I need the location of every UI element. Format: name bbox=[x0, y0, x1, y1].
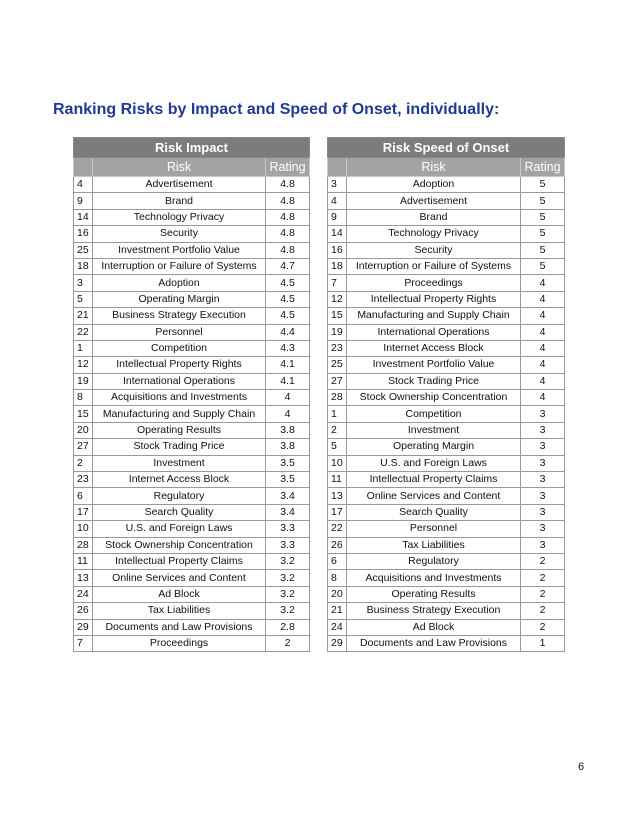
risk-rating: 4 bbox=[521, 324, 565, 340]
risk-number: 22 bbox=[328, 521, 347, 537]
table-row bbox=[328, 422, 565, 438]
risk-name: Online Services and Content bbox=[93, 570, 266, 586]
risk-name: Acquisitions and Investments bbox=[347, 570, 521, 586]
risk-name: Ad Block bbox=[93, 586, 266, 602]
risk-number: 8 bbox=[74, 390, 93, 406]
risk-rating: 4 bbox=[521, 308, 565, 324]
risk-number: 28 bbox=[74, 537, 93, 553]
risk-name: Investment Portfolio Value bbox=[347, 357, 521, 373]
risk-number: 3 bbox=[328, 177, 347, 193]
table-row bbox=[328, 291, 565, 307]
risk-rating: 4 bbox=[521, 291, 565, 307]
risk-rating: 4.5 bbox=[266, 275, 310, 291]
risk-number: 9 bbox=[74, 193, 93, 209]
table-row bbox=[328, 603, 565, 619]
page-number: 6 bbox=[578, 761, 585, 773]
risk-number: 21 bbox=[328, 603, 347, 619]
risk-name: Stock Ownership Concentration bbox=[347, 390, 521, 406]
risk-rating: 4.5 bbox=[266, 291, 310, 307]
table-row bbox=[74, 291, 310, 307]
risk-number: 19 bbox=[328, 324, 347, 340]
risk-number: 19 bbox=[74, 373, 93, 389]
risk-number: 8 bbox=[328, 570, 347, 586]
risk-rating: 2 bbox=[521, 619, 565, 635]
risk-number: 4 bbox=[328, 193, 347, 209]
table-row bbox=[74, 635, 310, 651]
table-row bbox=[74, 209, 310, 225]
risk-number: 10 bbox=[328, 455, 347, 471]
risk-number: 23 bbox=[74, 472, 93, 488]
risk-rating: 4.8 bbox=[266, 193, 310, 209]
risk-number: 21 bbox=[74, 308, 93, 324]
risk-name: Internet Access Block bbox=[93, 472, 266, 488]
risk-number: 7 bbox=[74, 635, 93, 651]
table-row bbox=[74, 193, 310, 209]
risk-number: 14 bbox=[328, 226, 347, 242]
risk-rating: 4 bbox=[521, 390, 565, 406]
risk-rating: 3.2 bbox=[266, 553, 310, 569]
table-row bbox=[328, 537, 565, 553]
column-header-number bbox=[74, 158, 93, 177]
table-row bbox=[328, 242, 565, 258]
risk-number: 22 bbox=[74, 324, 93, 340]
table-row bbox=[74, 603, 310, 619]
risk-number: 28 bbox=[328, 390, 347, 406]
risk-name: Acquisitions and Investments bbox=[93, 390, 266, 406]
table-row bbox=[328, 209, 565, 225]
risk-name: Security bbox=[347, 242, 521, 258]
risk-number: 26 bbox=[74, 603, 93, 619]
risk-rating: 4.8 bbox=[266, 242, 310, 258]
risk-name: Investment bbox=[347, 422, 521, 438]
risk-name: Investment Portfolio Value bbox=[93, 242, 266, 258]
table-row bbox=[74, 226, 310, 242]
risk-rating: 3.2 bbox=[266, 586, 310, 602]
risk-name: Search Quality bbox=[93, 504, 266, 520]
risk-rating: 2 bbox=[266, 635, 310, 651]
risk-name: International Operations bbox=[347, 324, 521, 340]
risk-rating: 3 bbox=[521, 439, 565, 455]
risk-number: 18 bbox=[74, 258, 93, 274]
risk-name: Tax Liabilities bbox=[347, 537, 521, 553]
risk-name: International Operations bbox=[93, 373, 266, 389]
risk-name: Competition bbox=[93, 340, 266, 356]
risk-name: Intellectual Property Rights bbox=[93, 357, 266, 373]
risk-rating: 4 bbox=[266, 406, 310, 422]
risk-rating: 5 bbox=[521, 242, 565, 258]
risk-name: Intellectual Property Claims bbox=[347, 472, 521, 488]
table-row bbox=[328, 439, 565, 455]
risk-name: Stock Trading Price bbox=[347, 373, 521, 389]
risk-number: 11 bbox=[328, 472, 347, 488]
risk-name: Personnel bbox=[93, 324, 266, 340]
risk-number: 4 bbox=[74, 177, 93, 193]
risk-name: Operating Results bbox=[347, 586, 521, 602]
risk-name: Operating Margin bbox=[347, 439, 521, 455]
risk-name: Investment bbox=[93, 455, 266, 471]
risk-rating: 5 bbox=[521, 258, 565, 274]
table-row bbox=[328, 340, 565, 356]
risk-name: Documents and Law Provisions bbox=[347, 635, 521, 651]
risk-impact-table bbox=[73, 137, 310, 652]
risk-number: 9 bbox=[328, 209, 347, 225]
table-row bbox=[328, 455, 565, 471]
risk-rating: 3.4 bbox=[266, 504, 310, 520]
risk-number: 17 bbox=[74, 504, 93, 520]
table-row bbox=[74, 455, 310, 471]
risk-name: Business Strategy Execution bbox=[347, 603, 521, 619]
risk-name: Personnel bbox=[347, 521, 521, 537]
table-row bbox=[328, 570, 565, 586]
risk-rating: 4.5 bbox=[266, 308, 310, 324]
risk-name: Search Quality bbox=[347, 504, 521, 520]
risk-rating: 4.8 bbox=[266, 177, 310, 193]
table-row bbox=[74, 504, 310, 520]
risk-number: 12 bbox=[74, 357, 93, 373]
table-row bbox=[74, 340, 310, 356]
table-row bbox=[74, 521, 310, 537]
risk-name: Regulatory bbox=[347, 553, 521, 569]
risk-rating: 5 bbox=[521, 209, 565, 225]
risk-name: Intellectual Property Claims bbox=[93, 553, 266, 569]
risk-number: 13 bbox=[328, 488, 347, 504]
risk-name: Stock Ownership Concentration bbox=[93, 537, 266, 553]
risk-name: Online Services and Content bbox=[347, 488, 521, 504]
risk-number: 6 bbox=[74, 488, 93, 504]
column-header-risk: Risk bbox=[347, 158, 521, 177]
table-row bbox=[74, 553, 310, 569]
table-row bbox=[74, 586, 310, 602]
risk-number: 23 bbox=[328, 340, 347, 356]
risk-rating: 4 bbox=[521, 357, 565, 373]
table-row bbox=[74, 570, 310, 586]
risk-name: Proceedings bbox=[347, 275, 521, 291]
risk-rating: 4.8 bbox=[266, 209, 310, 225]
table-row bbox=[74, 472, 310, 488]
table-row bbox=[328, 553, 565, 569]
risk-rating: 3.5 bbox=[266, 472, 310, 488]
risk-rating: 3.8 bbox=[266, 422, 310, 438]
table-row bbox=[74, 619, 310, 635]
risk-name: Technology Privacy bbox=[347, 226, 521, 242]
table-row bbox=[74, 488, 310, 504]
risk-number: 15 bbox=[328, 308, 347, 324]
risk-number: 27 bbox=[328, 373, 347, 389]
risk-name: Proceedings bbox=[93, 635, 266, 651]
risk-rating: 4.1 bbox=[266, 357, 310, 373]
risk-rating: 2 bbox=[521, 570, 565, 586]
risk-number: 16 bbox=[74, 226, 93, 242]
risk-name: Technology Privacy bbox=[93, 209, 266, 225]
risk-rating: 3 bbox=[521, 455, 565, 471]
table-row bbox=[328, 275, 565, 291]
risk-number: 15 bbox=[74, 406, 93, 422]
page-title: Ranking Risks by Impact and Speed of Onset, individually: bbox=[53, 101, 500, 118]
risk-number: 17 bbox=[328, 504, 347, 520]
risk-rating: 5 bbox=[521, 177, 565, 193]
risk-name: Regulatory bbox=[93, 488, 266, 504]
risk-number: 1 bbox=[328, 406, 347, 422]
table-row bbox=[74, 406, 310, 422]
risk-rating: 4 bbox=[521, 340, 565, 356]
risk-number: 24 bbox=[74, 586, 93, 602]
table-row bbox=[328, 504, 565, 520]
column-header-risk: Risk bbox=[93, 158, 266, 177]
table-row bbox=[74, 357, 310, 373]
table-row bbox=[74, 422, 310, 438]
risk-rating: 4.4 bbox=[266, 324, 310, 340]
risk-name: Manufacturing and Supply Chain bbox=[347, 308, 521, 324]
risk-number: 26 bbox=[328, 537, 347, 553]
table-row bbox=[74, 177, 310, 193]
risk-name: Stock Trading Price bbox=[93, 439, 266, 455]
risk-number: 11 bbox=[74, 553, 93, 569]
table-row bbox=[328, 177, 565, 193]
table-row bbox=[74, 390, 310, 406]
risk-number: 3 bbox=[74, 275, 93, 291]
risk-rating: 5 bbox=[521, 193, 565, 209]
risk-name: Competition bbox=[347, 406, 521, 422]
table-row bbox=[328, 390, 565, 406]
risk-rating: 3 bbox=[521, 537, 565, 553]
risk-name: Brand bbox=[93, 193, 266, 209]
table-caption: Risk Impact bbox=[74, 138, 310, 158]
risk-rating: 3.2 bbox=[266, 603, 310, 619]
risk-rating: 2 bbox=[521, 586, 565, 602]
risk-number: 12 bbox=[328, 291, 347, 307]
risk-rating: 1 bbox=[521, 635, 565, 651]
risk-rating: 3.3 bbox=[266, 537, 310, 553]
table-row bbox=[74, 324, 310, 340]
table-row bbox=[328, 357, 565, 373]
risk-number: 24 bbox=[328, 619, 347, 635]
risk-rating: 4 bbox=[521, 373, 565, 389]
risk-number: 27 bbox=[74, 439, 93, 455]
table-caption: Risk Speed of Onset bbox=[328, 138, 565, 158]
risk-rating: 4 bbox=[521, 275, 565, 291]
risk-name: Operating Margin bbox=[93, 291, 266, 307]
risk-name: Manufacturing and Supply Chain bbox=[93, 406, 266, 422]
table-row bbox=[328, 472, 565, 488]
column-header-number bbox=[328, 158, 347, 177]
risk-name: Intellectual Property Rights bbox=[347, 291, 521, 307]
risk-name: Adoption bbox=[93, 275, 266, 291]
table-row bbox=[328, 258, 565, 274]
risk-rating: 3.3 bbox=[266, 521, 310, 537]
table-row bbox=[74, 242, 310, 258]
risk-rating: 3 bbox=[521, 472, 565, 488]
table-row bbox=[74, 439, 310, 455]
risk-number: 1 bbox=[74, 340, 93, 356]
risk-number: 14 bbox=[74, 209, 93, 225]
table-row bbox=[328, 226, 565, 242]
risk-rating: 3 bbox=[521, 406, 565, 422]
risk-name: U.S. and Foreign Laws bbox=[93, 521, 266, 537]
risk-number: 20 bbox=[74, 422, 93, 438]
risk-rating: 3.8 bbox=[266, 439, 310, 455]
table-row bbox=[328, 308, 565, 324]
risk-rating: 2 bbox=[521, 553, 565, 569]
risk-rating: 3 bbox=[521, 521, 565, 537]
risk-name: U.S. and Foreign Laws bbox=[347, 455, 521, 471]
table-row bbox=[328, 406, 565, 422]
risk-number: 2 bbox=[328, 422, 347, 438]
risk-rating: 3.2 bbox=[266, 570, 310, 586]
risk-rating: 4.7 bbox=[266, 258, 310, 274]
table-row bbox=[328, 373, 565, 389]
risk-rating: 3.5 bbox=[266, 455, 310, 471]
risk-number: 5 bbox=[328, 439, 347, 455]
risk-rating: 3.4 bbox=[266, 488, 310, 504]
risk-rating: 4.3 bbox=[266, 340, 310, 356]
risk-name: Advertisement bbox=[93, 177, 266, 193]
column-header-rating: Rating bbox=[521, 158, 565, 177]
risk-number: 20 bbox=[328, 586, 347, 602]
risk-rating: 3 bbox=[521, 488, 565, 504]
table-row bbox=[328, 635, 565, 651]
risk-rating: 3 bbox=[521, 422, 565, 438]
table-row bbox=[74, 373, 310, 389]
risk-speed-of-onset-table bbox=[327, 137, 565, 652]
risk-name: Internet Access Block bbox=[347, 340, 521, 356]
table-row bbox=[74, 308, 310, 324]
risk-number: 13 bbox=[74, 570, 93, 586]
risk-number: 16 bbox=[328, 242, 347, 258]
risk-number: 10 bbox=[74, 521, 93, 537]
risk-number: 25 bbox=[74, 242, 93, 258]
risk-rating: 5 bbox=[521, 226, 565, 242]
risk-rating: 2.8 bbox=[266, 619, 310, 635]
risk-number: 7 bbox=[328, 275, 347, 291]
risk-name: Tax Liabilities bbox=[93, 603, 266, 619]
table-row bbox=[328, 324, 565, 340]
risk-name: Security bbox=[93, 226, 266, 242]
table-row bbox=[328, 619, 565, 635]
risk-name: Operating Results bbox=[93, 422, 266, 438]
risk-number: 29 bbox=[74, 619, 93, 635]
risk-name: Interruption or Failure of Systems bbox=[347, 258, 521, 274]
table-row bbox=[328, 521, 565, 537]
risk-number: 18 bbox=[328, 258, 347, 274]
table-row bbox=[74, 275, 310, 291]
risk-name: Business Strategy Execution bbox=[93, 308, 266, 324]
column-header-rating: Rating bbox=[266, 158, 310, 177]
risk-rating: 4 bbox=[266, 390, 310, 406]
risk-name: Adoption bbox=[347, 177, 521, 193]
risk-rating: 4.1 bbox=[266, 373, 310, 389]
risk-name: Ad Block bbox=[347, 619, 521, 635]
risk-name: Interruption or Failure of Systems bbox=[93, 258, 266, 274]
risk-rating: 4.8 bbox=[266, 226, 310, 242]
table-row bbox=[328, 488, 565, 504]
table-row bbox=[328, 193, 565, 209]
risk-number: 25 bbox=[328, 357, 347, 373]
risk-name: Advertisement bbox=[347, 193, 521, 209]
risk-rating: 2 bbox=[521, 603, 565, 619]
risk-rating: 3 bbox=[521, 504, 565, 520]
risk-name: Documents and Law Provisions bbox=[93, 619, 266, 635]
risk-number: 5 bbox=[74, 291, 93, 307]
risk-number: 2 bbox=[74, 455, 93, 471]
risk-name: Brand bbox=[347, 209, 521, 225]
risk-number: 29 bbox=[328, 635, 347, 651]
table-row bbox=[74, 537, 310, 553]
table-row bbox=[328, 586, 565, 602]
table-row bbox=[74, 258, 310, 274]
risk-number: 6 bbox=[328, 553, 347, 569]
